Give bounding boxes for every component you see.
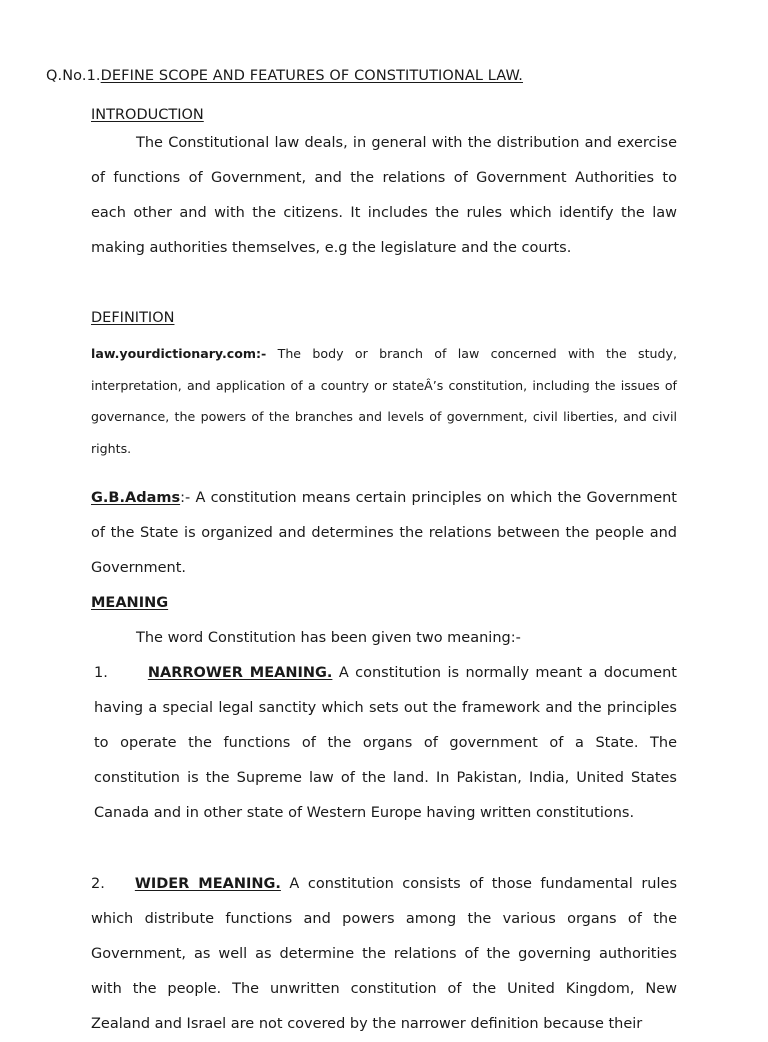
meaning-item-number: 1. — [94, 665, 108, 681]
adams-definition — [91, 481, 677, 586]
meaning-item-text: A constitution consists of those fundamental rules which distribute functions and powers among the various organs of the Government, as well as determine the relations of the governing authorities with the people. The unwritten constitution of the United Kingdom, New Zealand and Israel are not covered by the narrower definition because their — [91, 876, 677, 1032]
meaning-heading: MEANING — [91, 595, 169, 611]
definition-heading: DEFINITION — [91, 310, 175, 326]
dictionary-definition — [91, 338, 677, 464]
dictionary-source-label: law.yourdictionary.com:- — [91, 346, 267, 361]
question-number: Q.No.1. — [46, 68, 101, 84]
meaning-item-text: A constitution is normally meant a document having a special legal sanctity which sets out the framework and the principles to operate the functions of the organs of government of a State. The constitution is the Supreme law of the land. In Pakistan, India, United States Canada and in other state of Western Europe having written constitutions. — [94, 665, 677, 821]
meaning-item-title: WIDER MEANING. — [134, 876, 281, 892]
adams-definition-text: :- A constitution means certain principles on which the Government of the State is organized and determines the relations between the people and Government. — [91, 490, 677, 576]
introduction-paragraph: The Constitutional law deals, in general with the distribution and exercise of functions of Government, and the relations of Government Authorities to each other and with the citizens. It includes the rules which identify the law making authorities themselves, e.g the legislature and the courts. — [91, 135, 677, 256]
question-title: DEFINE SCOPE AND FEATURES OF CONSTITUTIONAL LAW. — [100, 68, 523, 84]
dictionary-definition-text: The body or branch of law concerned with the study, interpretation, and application of a country or stateÂ’s constitution, including the issues of governance, the powers of the branches and levels of government, civil liberties, and civil rights. — [91, 346, 677, 456]
meaning-intro: The word Constitution has been given two meaning:- — [136, 630, 521, 646]
meaning-item-wider — [91, 867, 677, 1042]
introduction-heading: INTRODUCTION — [91, 107, 204, 123]
meaning-item-number: 2. — [91, 876, 105, 892]
meaning-item-title: NARROWER MEANING. — [147, 665, 333, 681]
meaning-item-narrower — [94, 656, 677, 831]
question-line — [46, 68, 523, 84]
adams-source-label: G.B.Adams — [91, 490, 181, 506]
